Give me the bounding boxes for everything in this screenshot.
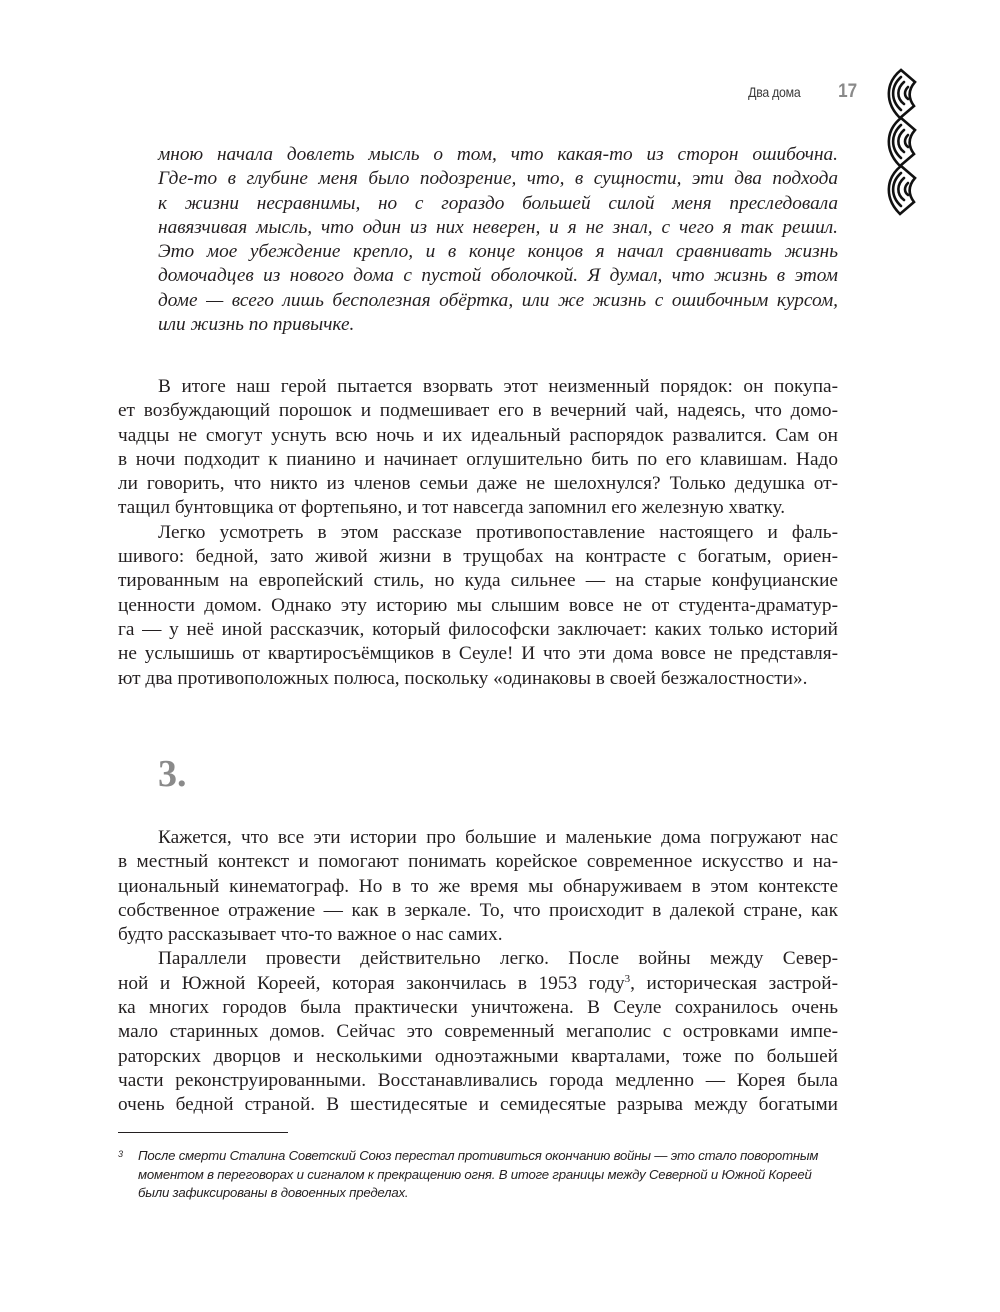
footnote-line: были зафиксированы в довоенных пределах. — [138, 1185, 409, 1200]
footnote — [118, 1147, 838, 1203]
quote-line: навязчивая мысль, что один из них неверен, и я не знал, с чего я так решил. — [158, 216, 838, 238]
text-line: не услышишь от квартиросъёмщиков в Сеуле! И что эти дома вовсе не представля- — [118, 643, 838, 665]
body-section-1 — [118, 375, 838, 691]
body-section-2 — [118, 826, 838, 1118]
quote-line: доме — всего лишь бесполезная обёртка, или же жизнь с ошибочным курсом, — [158, 289, 838, 311]
text-line: тированным на европейский стиль, но куда сильнее — на старые конфуцианские — [118, 570, 838, 592]
text-line: чадцы не смогут уснуть всю ночь и их идеальный распорядок развалится. Сам он — [118, 424, 838, 446]
quote-line: домочадцев из нового дома с пустой оболочкой. Я думал, что жизнь в этом — [158, 265, 838, 287]
quote-line: мною начала довлеть мысль о том, что какая-то из сторон ошибочна. — [158, 144, 838, 165]
quote-line: Где-то в глубине меня было подозрение, что, в сущности, эти два подхода — [158, 168, 838, 190]
text-line: Легко усмотреть в этом рассказе противопоставление настоящего и фаль- — [158, 521, 838, 543]
text-line: ка многих городов была практически уничтожена. В Сеуле сохранилось очень — [118, 997, 838, 1019]
text-line: ли говорить, что никто из членов семьи даже не шелохнулся? Только дедушка от- — [118, 473, 838, 495]
footnote-mark: 3 — [118, 1149, 124, 1159]
quote-line: Это мое убеждение крепло, и в конце концов я начал сравнивать жизнь — [158, 241, 838, 263]
text-line-with-footnote-ref — [118, 972, 838, 996]
footnote-line: После смерти Сталина Советский Союз перестал противиться окончанию войны — это стало поворотным — [138, 1148, 819, 1163]
ornament-segment — [889, 118, 915, 166]
text-line: ценности домом. Однако эту историю мы слышим вовсе не от студента-драматур- — [118, 594, 838, 616]
paragraph — [118, 947, 838, 1117]
page-number: 17 — [837, 81, 857, 102]
quote-line: к жизни несравнимы, но с гораздо большей силой меня преследовала — [158, 192, 838, 214]
running-title: Два дома — [747, 84, 800, 100]
ornament-segment — [889, 166, 915, 214]
text-line: тащил бунтовщика от фортепьяно, и тот навсегда запомнил его железную хватку. — [118, 497, 786, 519]
text-line: шивого: бедной, зато живой жизни в трущобах на контрасте с богатым, ориен- — [118, 546, 838, 568]
text-line: мало старинных домов. Сейчас это современный мегаполис с островками импе- — [118, 1021, 838, 1043]
text-line: раторских дворцов и несколькими одноэтажными кварталами, тоже по большей — [118, 1045, 838, 1067]
ornament-segment — [889, 70, 915, 118]
wave-scallop-ornament-icon — [882, 68, 918, 218]
text-segment: , историческая застрой- — [630, 972, 838, 994]
text-segment: ной и Южной Кореей, которая закончилась в 1953 году — [118, 972, 625, 994]
paragraph — [118, 521, 838, 691]
text-line: ют два противоположных полюса, поскольку «одинаковы в своей безжалостности». — [118, 667, 808, 689]
footnote-reference[interactable]: 3 — [624, 972, 631, 985]
text-line: циональный кинематограф. Но в то же время мы обнаруживаем в этом контексте — [118, 875, 838, 897]
text-line: в ночи подходит к пианино и начинает оглушительно бить по его клавишам. Надо — [118, 448, 838, 470]
text-line: га — у неё иной рассказчик, который философски заключает: каких только историй — [118, 618, 838, 640]
text-line: В итоге наш герой пытается взорвать этот неизменный порядок: он покупа- — [158, 376, 838, 397]
block-quote — [158, 143, 838, 337]
text-line: в местный контекст и помогают понимать корейское современное искусство и на- — [118, 851, 838, 873]
paragraph — [118, 375, 838, 521]
footnote-divider — [118, 1132, 288, 1133]
text-line: будто рассказывает что-то важное о нас самих. — [118, 924, 503, 946]
text-line: Кажется, что все эти истории про большие и маленькие дома погружают нас — [158, 827, 838, 848]
quote-line: или жизнь по привычке. — [158, 314, 355, 336]
text-line: Параллели провести действительно легко. После войны между Север- — [158, 948, 838, 970]
text-line: собственное отражение — как в зеркале. То, что происходит в далекой стране, как — [118, 899, 838, 921]
text-line: ет возбуждающий порошок и подмешивает его в вечерний чай, надеясь, что домо- — [118, 400, 838, 422]
running-header — [700, 81, 857, 105]
footnote-line: моментом в переговорах и сигналом к прекращению огня. В итоге границы между Северной и Южной Кореей — [138, 1166, 812, 1182]
text-line: очень бедной страной. В шестидесятые и семидесятые разрыва между богатыми — [118, 1094, 838, 1116]
paragraph — [118, 826, 838, 947]
text-line: части реконструированными. Восстанавливались города медленно — Корея была — [118, 1069, 838, 1091]
section-heading: 3. — [158, 753, 187, 795]
